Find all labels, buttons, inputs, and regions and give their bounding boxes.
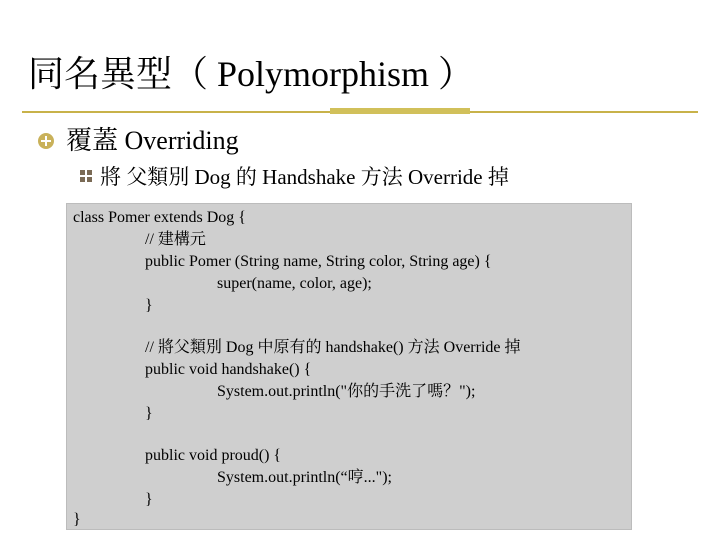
code-line: } bbox=[145, 405, 153, 422]
code-line: } bbox=[145, 491, 153, 508]
bullet-override-description: 將 父類別 Dog 的 Handshake 方法 Override 掉 bbox=[100, 165, 509, 189]
square-bullet-icon bbox=[80, 170, 92, 182]
code-line: } bbox=[73, 511, 81, 528]
code-line: public void handshake() { bbox=[145, 361, 312, 378]
round-bullet-icon bbox=[38, 133, 54, 149]
code-line: public Pomer (String name, String color, String age) { bbox=[145, 253, 492, 270]
slide-title: 同名異型（ Polymorphism ） bbox=[28, 54, 475, 94]
code-line: super(name, color, age); bbox=[217, 275, 372, 292]
code-line: // 將父類別 Dog 中原有的 handshake() 方法 Override 掉 bbox=[145, 339, 521, 356]
code-block bbox=[66, 203, 632, 530]
code-line: public void proud() { bbox=[145, 447, 282, 464]
code-line: System.out.println(“哼..."); bbox=[217, 469, 392, 486]
code-line: class Pomer extends Dog { bbox=[73, 209, 246, 226]
code-line: // 建構元 bbox=[145, 231, 206, 248]
title-underline-accent bbox=[330, 108, 470, 114]
code-line: System.out.println("你的手洗了嗎？"); bbox=[217, 383, 476, 400]
bullet-overriding: 覆蓋 Overriding bbox=[66, 126, 239, 155]
code-line: } bbox=[145, 297, 153, 314]
